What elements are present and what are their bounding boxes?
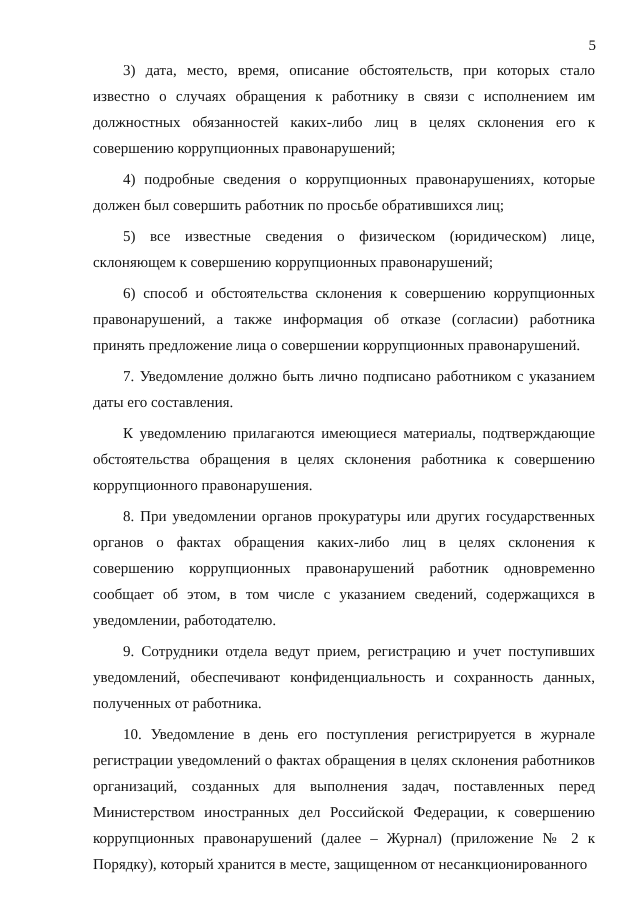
paragraph-item-3: 3) дата, место, время, описание обстоятельств, при которых стало известно о случаях обращения к работнику в связи с исполнением им должностных обязанностей каких-либо лиц в целях склонения его к совершению коррупционных правонарушений; xyxy=(93,63,595,157)
paragraph-item-4: 4) подробные сведения о коррупционных правонарушениях, которые должен был совершить работник по просьбе обратившихся лиц; xyxy=(93,172,595,214)
paragraph-attachments: К уведомлению прилагаются имеющиеся материалы, подтверждающие обстоятельства обращения в целях склонения работника к совершению коррупционного правонарушения. xyxy=(93,426,595,494)
body-text xyxy=(93,58,595,883)
paragraph-clause-10: 10. Уведомление в день его поступления регистрируется в журнале регистрации уведомлений о фактах обращения в целях склонения работников организаций, созданных для выполнения задач, поставленных перед Министерством иностранных дел Российской Федерации, к совершению коррупционных правонарушений (далее – Журнал) (приложение № 2 к Порядку), который хранится в месте, защищенном от несанкционированного xyxy=(93,727,595,873)
paragraph-clause-9: 9. Сотрудники отдела ведут прием, регистрацию и учет поступивших уведомлений, обеспечивают конфиденциальность и сохранность данных, полученных от работника. xyxy=(93,644,595,712)
paragraph-item-6: 6) способ и обстоятельства склонения к совершению коррупционных правонарушений, а также информация об отказе (согласии) работника принять предложение лица о совершении коррупционных правонарушений. xyxy=(93,286,595,354)
paragraph-clause-8: 8. При уведомлении органов прокуратуры или других государственных органов о фактах обращения каких-либо лиц в целях склонения к совершению коррупционных правонарушений работник одновременно сообщает об этом, в том числе с указанием сведений, содержащихся в уведомлении, работодателю. xyxy=(93,509,595,629)
paragraph-item-5: 5) все известные сведения о физическом (юридическом) лице, склоняющем к совершению коррупционных правонарушений; xyxy=(93,229,595,271)
page-number: 5 xyxy=(588,38,596,54)
paragraph-clause-7: 7. Уведомление должно быть лично подписано работником с указанием даты его составления. xyxy=(93,369,595,411)
